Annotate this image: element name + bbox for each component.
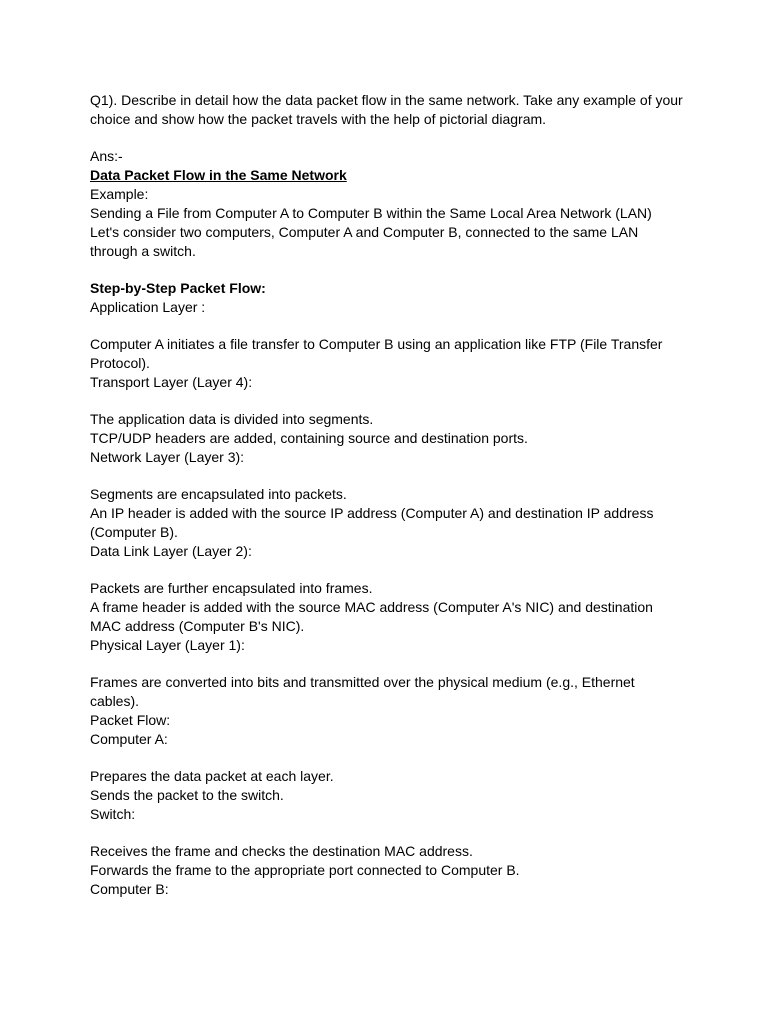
transport-layer-line-2: TCP/UDP headers are added, containing source and destination ports. — [90, 430, 528, 446]
switch-line-2: Forwards the frame to the appropriate port connected to Computer B. — [90, 862, 520, 878]
answer-heading: Data Packet Flow in the Same Network — [90, 167, 347, 183]
packet-flow-heading: Packet Flow: — [90, 712, 171, 728]
network-layer-line-1: Segments are encapsulated into packets. — [90, 486, 347, 502]
network-layer-line-3: (Computer B). — [90, 524, 178, 540]
answer-label: Ans:- — [90, 148, 123, 164]
switch-title: Switch: — [90, 806, 136, 822]
example-line-3: through a switch. — [90, 243, 196, 259]
spacer — [90, 749, 690, 767]
example-label: Example: — [90, 186, 149, 202]
application-layer-title: Application Layer : — [90, 299, 206, 315]
transport-layer-line-1: The application data is divided into segments. — [90, 411, 374, 427]
transport-layer-title: Transport Layer (Layer 4): — [90, 374, 253, 390]
document-page — [90, 91, 690, 899]
spacer — [90, 655, 690, 673]
computer-a-line-1: Prepares the data packet at each layer. — [90, 768, 334, 784]
spacer — [90, 261, 690, 279]
datalink-layer-line-3: MAC address (Computer B's NIC). — [90, 618, 305, 634]
spacer — [90, 824, 690, 842]
spacer — [90, 129, 690, 147]
spacer — [90, 467, 690, 485]
switch-line-1: Receives the frame and checks the destination MAC address. — [90, 843, 473, 859]
computer-b-title: Computer B: — [90, 881, 169, 897]
physical-layer-line-1: Frames are converted into bits and transmitted over the physical medium (e.g., Ethernet — [90, 674, 635, 690]
question-line-1: Q1). Describe in detail how the data packet flow in the same network. Take any example of your — [90, 92, 683, 108]
spacer — [90, 317, 690, 335]
datalink-layer-line-2: A frame header is added with the source MAC address (Computer A's NIC) and destination — [90, 599, 653, 615]
application-layer-line-1: Computer A initiates a file transfer to Computer B using an application like FTP (File Transfer — [90, 336, 663, 352]
computer-a-line-2: Sends the packet to the switch. — [90, 787, 284, 803]
datalink-layer-line-1: Packets are further encapsulated into frames. — [90, 580, 373, 596]
physical-layer-title: Physical Layer (Layer 1): — [90, 637, 245, 653]
steps-heading: Step-by-Step Packet Flow: — [90, 280, 266, 296]
example-line-2: Let's consider two computers, Computer A and Computer B, connected to the same LAN — [90, 224, 639, 240]
network-layer-title: Network Layer (Layer 3): — [90, 449, 245, 465]
application-layer-line-2: Protocol). — [90, 355, 150, 371]
datalink-layer-title: Data Link Layer (Layer 2): — [90, 543, 252, 559]
spacer — [90, 392, 690, 410]
computer-a-title: Computer A: — [90, 731, 168, 747]
question-line-2: choice and show how the packet travels with the help of pictorial diagram. — [90, 111, 547, 127]
physical-layer-line-2: cables). — [90, 693, 140, 709]
example-line-1: Sending a File from Computer A to Computer B within the Same Local Area Network (LAN) — [90, 205, 652, 221]
spacer — [90, 561, 690, 579]
network-layer-line-2: An IP header is added with the source IP address (Computer A) and destination IP address — [90, 505, 654, 521]
